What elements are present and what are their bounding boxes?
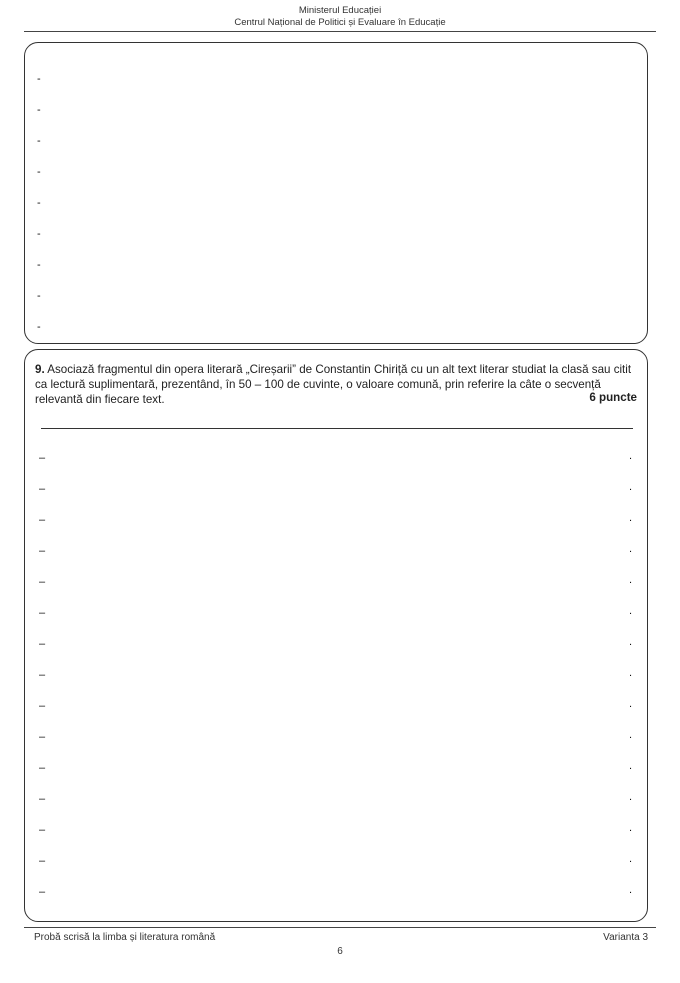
page-header [0, 5, 680, 29]
page-number: 6 [337, 946, 343, 957]
answer-line-end: . [629, 636, 633, 648]
answer-line-start: – [39, 576, 46, 588]
answer-line-mark: - [37, 321, 41, 333]
answer-line-end: . [629, 729, 633, 741]
answer-line-start: – [39, 514, 46, 526]
answer-line-mark: - [37, 228, 41, 240]
center-name: Centrul Național de Politici și Evaluare în Educație [234, 17, 446, 28]
answer-line-start: – [39, 731, 46, 743]
question-points: 6 puncte [589, 391, 637, 404]
answer-line-mark: - [37, 73, 41, 85]
answer-line-mark: - [37, 166, 41, 178]
answer-line-start: – [39, 793, 46, 805]
answer-line-mark: - [37, 197, 41, 209]
footer-divider [24, 927, 656, 928]
answer-line-end: . [629, 698, 633, 710]
question-number: 9. [35, 363, 45, 376]
answer-line-start: – [39, 483, 46, 495]
answer-line-start: – [39, 855, 46, 867]
answer-line-end: . [629, 667, 633, 679]
answer-line-end: . [629, 574, 633, 586]
question-9-text [35, 362, 637, 407]
answer-line-start: – [39, 886, 46, 898]
question-divider [41, 428, 633, 429]
answer-line-end: . [629, 791, 633, 803]
answer-line-start: – [39, 545, 46, 557]
question-9-box [24, 349, 648, 922]
answer-line-end: . [629, 450, 633, 462]
answer-line-end: . [629, 884, 633, 896]
answer-line-start: – [39, 452, 46, 464]
question-statement: Asociază fragmentul din opera literară „Cireșarii” de Constantin Chiriță cu un alt text literar studiat la clasă sau citit ca lectură suplimentară, prezentând, în 50 – 100 de cuvinte, o valoare comună, prin referire la câte o secvență relevantă din fiecare text. [35, 363, 632, 406]
exam-name: Probă scrisă la limba și literatura română [34, 932, 216, 943]
answer-line-start: – [39, 700, 46, 712]
answer-line-end: . [629, 760, 633, 772]
answer-line-end: . [629, 605, 633, 617]
ministry-name: Ministerul Educației [298, 5, 382, 16]
answer-line-end: . [629, 853, 633, 865]
answer-line-end: . [629, 543, 633, 555]
answer-line-mark: - [37, 259, 41, 271]
answer-line-end: . [629, 822, 633, 834]
header-divider [24, 31, 656, 32]
answer-line-start: – [39, 638, 46, 650]
answer-line-end: . [629, 481, 633, 493]
answer-line-start: – [39, 607, 46, 619]
answer-line-end: . [629, 512, 633, 524]
answer-line-start: – [39, 762, 46, 774]
answer-box-previous[interactable] [24, 42, 648, 344]
answer-line-start: – [39, 669, 46, 681]
answer-line-start: – [39, 824, 46, 836]
variant-label: Varianta 3 [603, 932, 648, 943]
answer-line-mark: - [37, 290, 41, 302]
answer-line-mark: - [37, 104, 41, 116]
answer-line-mark: - [37, 135, 41, 147]
